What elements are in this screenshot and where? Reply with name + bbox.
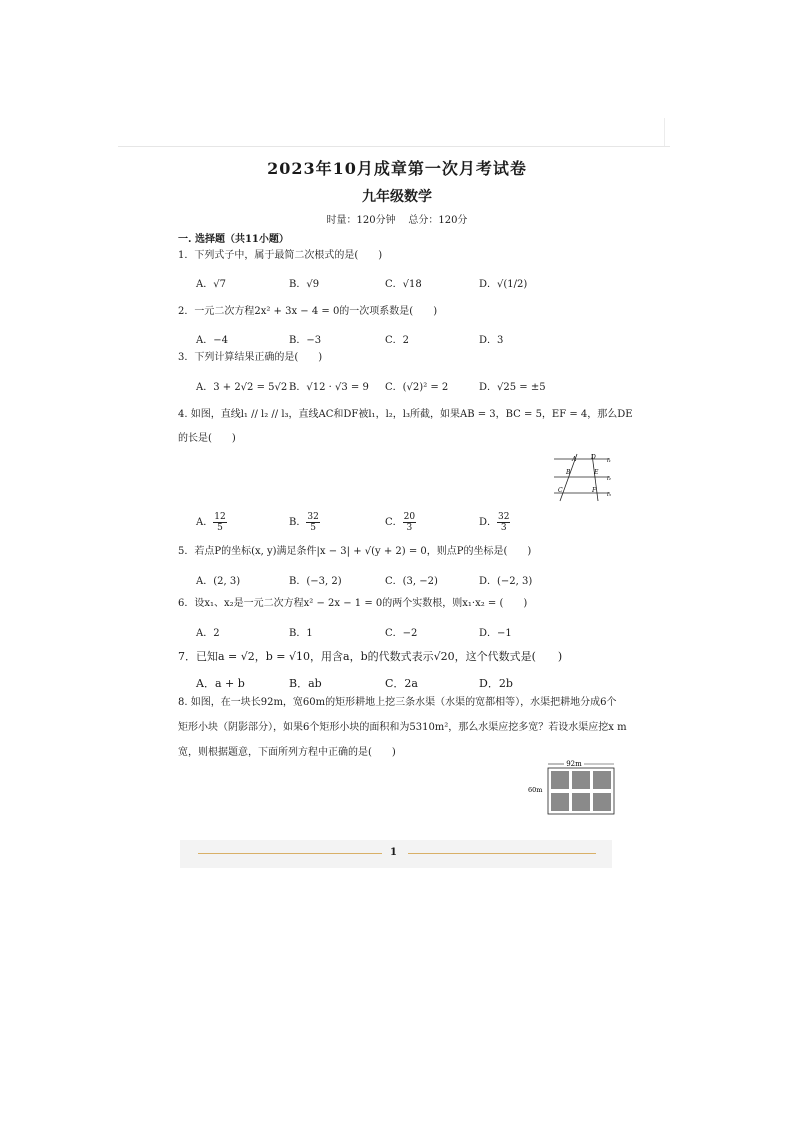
option-b: B．−3 [289,335,322,346]
option-b: B． $\frac{32}{5}$ [289,512,319,533]
option-a: A．√7 [196,279,226,290]
option-a: A．2 [196,628,220,639]
label-d: D [591,454,596,461]
subject-title: 九年级数学 [362,189,432,205]
question-6: 6．设x₁、x₂是一元二次方程x² − 2x − 1 = 0的两个实数根，则x₁·x₂ = ( ) [178,598,528,609]
option-c: C． $\frac{20}{3}$ [385,512,416,533]
question-4-options [196,512,616,538]
question-3-options [196,378,616,398]
plot-5 [572,793,590,811]
plot-6 [593,793,611,811]
option-b: B．√12 · √3 = 9 [289,382,369,393]
option-c: C．(3, −2) [385,576,438,587]
time-and-score: 时量：120分钟 总分：120分 [326,215,468,226]
option-d: D．−1 [479,628,512,639]
question-4-line-2: 的长是( ) [178,433,236,444]
option-a: A．3 + 2√2 = 5√2 [196,382,288,393]
question-8-line-1: 8. 如图，在一块长92m，宽60m的矩形耕地上挖三条水渠（水渠的宽都相等），水渠把耕地分成6个 [178,697,617,708]
exam-title: 2023年10月成章第一次月考试卷 [267,159,527,178]
question-5: 5．若点P的坐标(x, y)满足条件|x − 3| + √(y + 2) = 0，则点P的坐标是( ) [178,546,532,557]
option-c: C．2 [385,335,410,346]
question-7: 7．已知a = √2，b = √10，用含a，b的代数式表示√20，这个代数式是( ) [178,650,563,663]
label-a: A [572,456,577,463]
field-figure [528,758,618,816]
option-d: D． $\frac{32}{3}$ [479,512,510,533]
page-number: 1 [390,847,397,858]
footer-line-right [408,853,596,854]
question-6-options [196,624,616,644]
option-b: B．√9 [289,279,320,290]
question-8-line-3: 宽，则根据题意，下面所列方程中正确的是( ) [178,747,396,758]
plot-2 [572,771,590,789]
top-divider [118,146,670,147]
plot-4 [551,793,569,811]
question-1: 1．下列式子中，属于最简二次根式的是( ) [178,250,383,261]
label-c: C [558,487,563,494]
question-5-options [196,572,616,592]
parallel-lines-figure [550,452,616,502]
option-b: B．1 [289,628,313,639]
top-edge-line [664,118,665,146]
option-b: B．ab [289,677,322,690]
question-3: 3．下列计算结果正确的是( ) [178,352,323,363]
option-a: A．(2, 3) [196,576,241,587]
option-d: D．√(1/2) [479,279,528,290]
question-2: 2．一元二次方程2x² + 3x − 4 = 0的一次项系数是( ) [178,306,438,317]
label-l1: l₁ [607,458,611,464]
plot-3 [593,771,611,789]
option-d: D．3 [479,335,504,346]
question-4-line-1: 4. 如图，直线l₁ // l₂ // l₃，直线AC和DF被l₁，l₂，l₃所截，如果AB = 3，BC = 5，EF = 4，那么DE [178,409,633,420]
section-title: 一. 选择题（共11小题） [178,234,289,245]
question-1-options [196,275,616,295]
label-b: B [566,469,571,476]
option-b: B．(−3, 2) [289,576,342,587]
label-f: F [592,487,597,494]
option-c: C．(√2)² = 2 [385,382,449,393]
label-e: E [594,469,599,476]
label-l3: l₃ [607,492,611,498]
option-c: C．−2 [385,628,418,639]
option-d: D．2b [479,677,513,690]
label-l2: l₂ [607,476,611,482]
option-a: A． $\frac{12}{5}$ [196,512,226,533]
question-8-line-2: 矩形小块（阴影部分），如果6个矩形小块的面积和为5310m²，那么水渠应挖多宽？若设水渠应挖x m [178,722,627,733]
height-label: 60m [528,786,543,794]
option-d: D．(−2, 3) [479,576,533,587]
footer-line-left [198,853,382,854]
plot-1 [551,771,569,789]
option-a: A．−4 [196,335,228,346]
width-label: 92m [566,760,582,768]
page-footer [180,840,612,868]
option-c: C．2a [385,677,418,690]
option-c: C．√18 [385,279,422,290]
question-8 [178,690,627,765]
option-a: A．a + b [196,677,245,690]
option-d: D．√25 = ±5 [479,382,546,393]
